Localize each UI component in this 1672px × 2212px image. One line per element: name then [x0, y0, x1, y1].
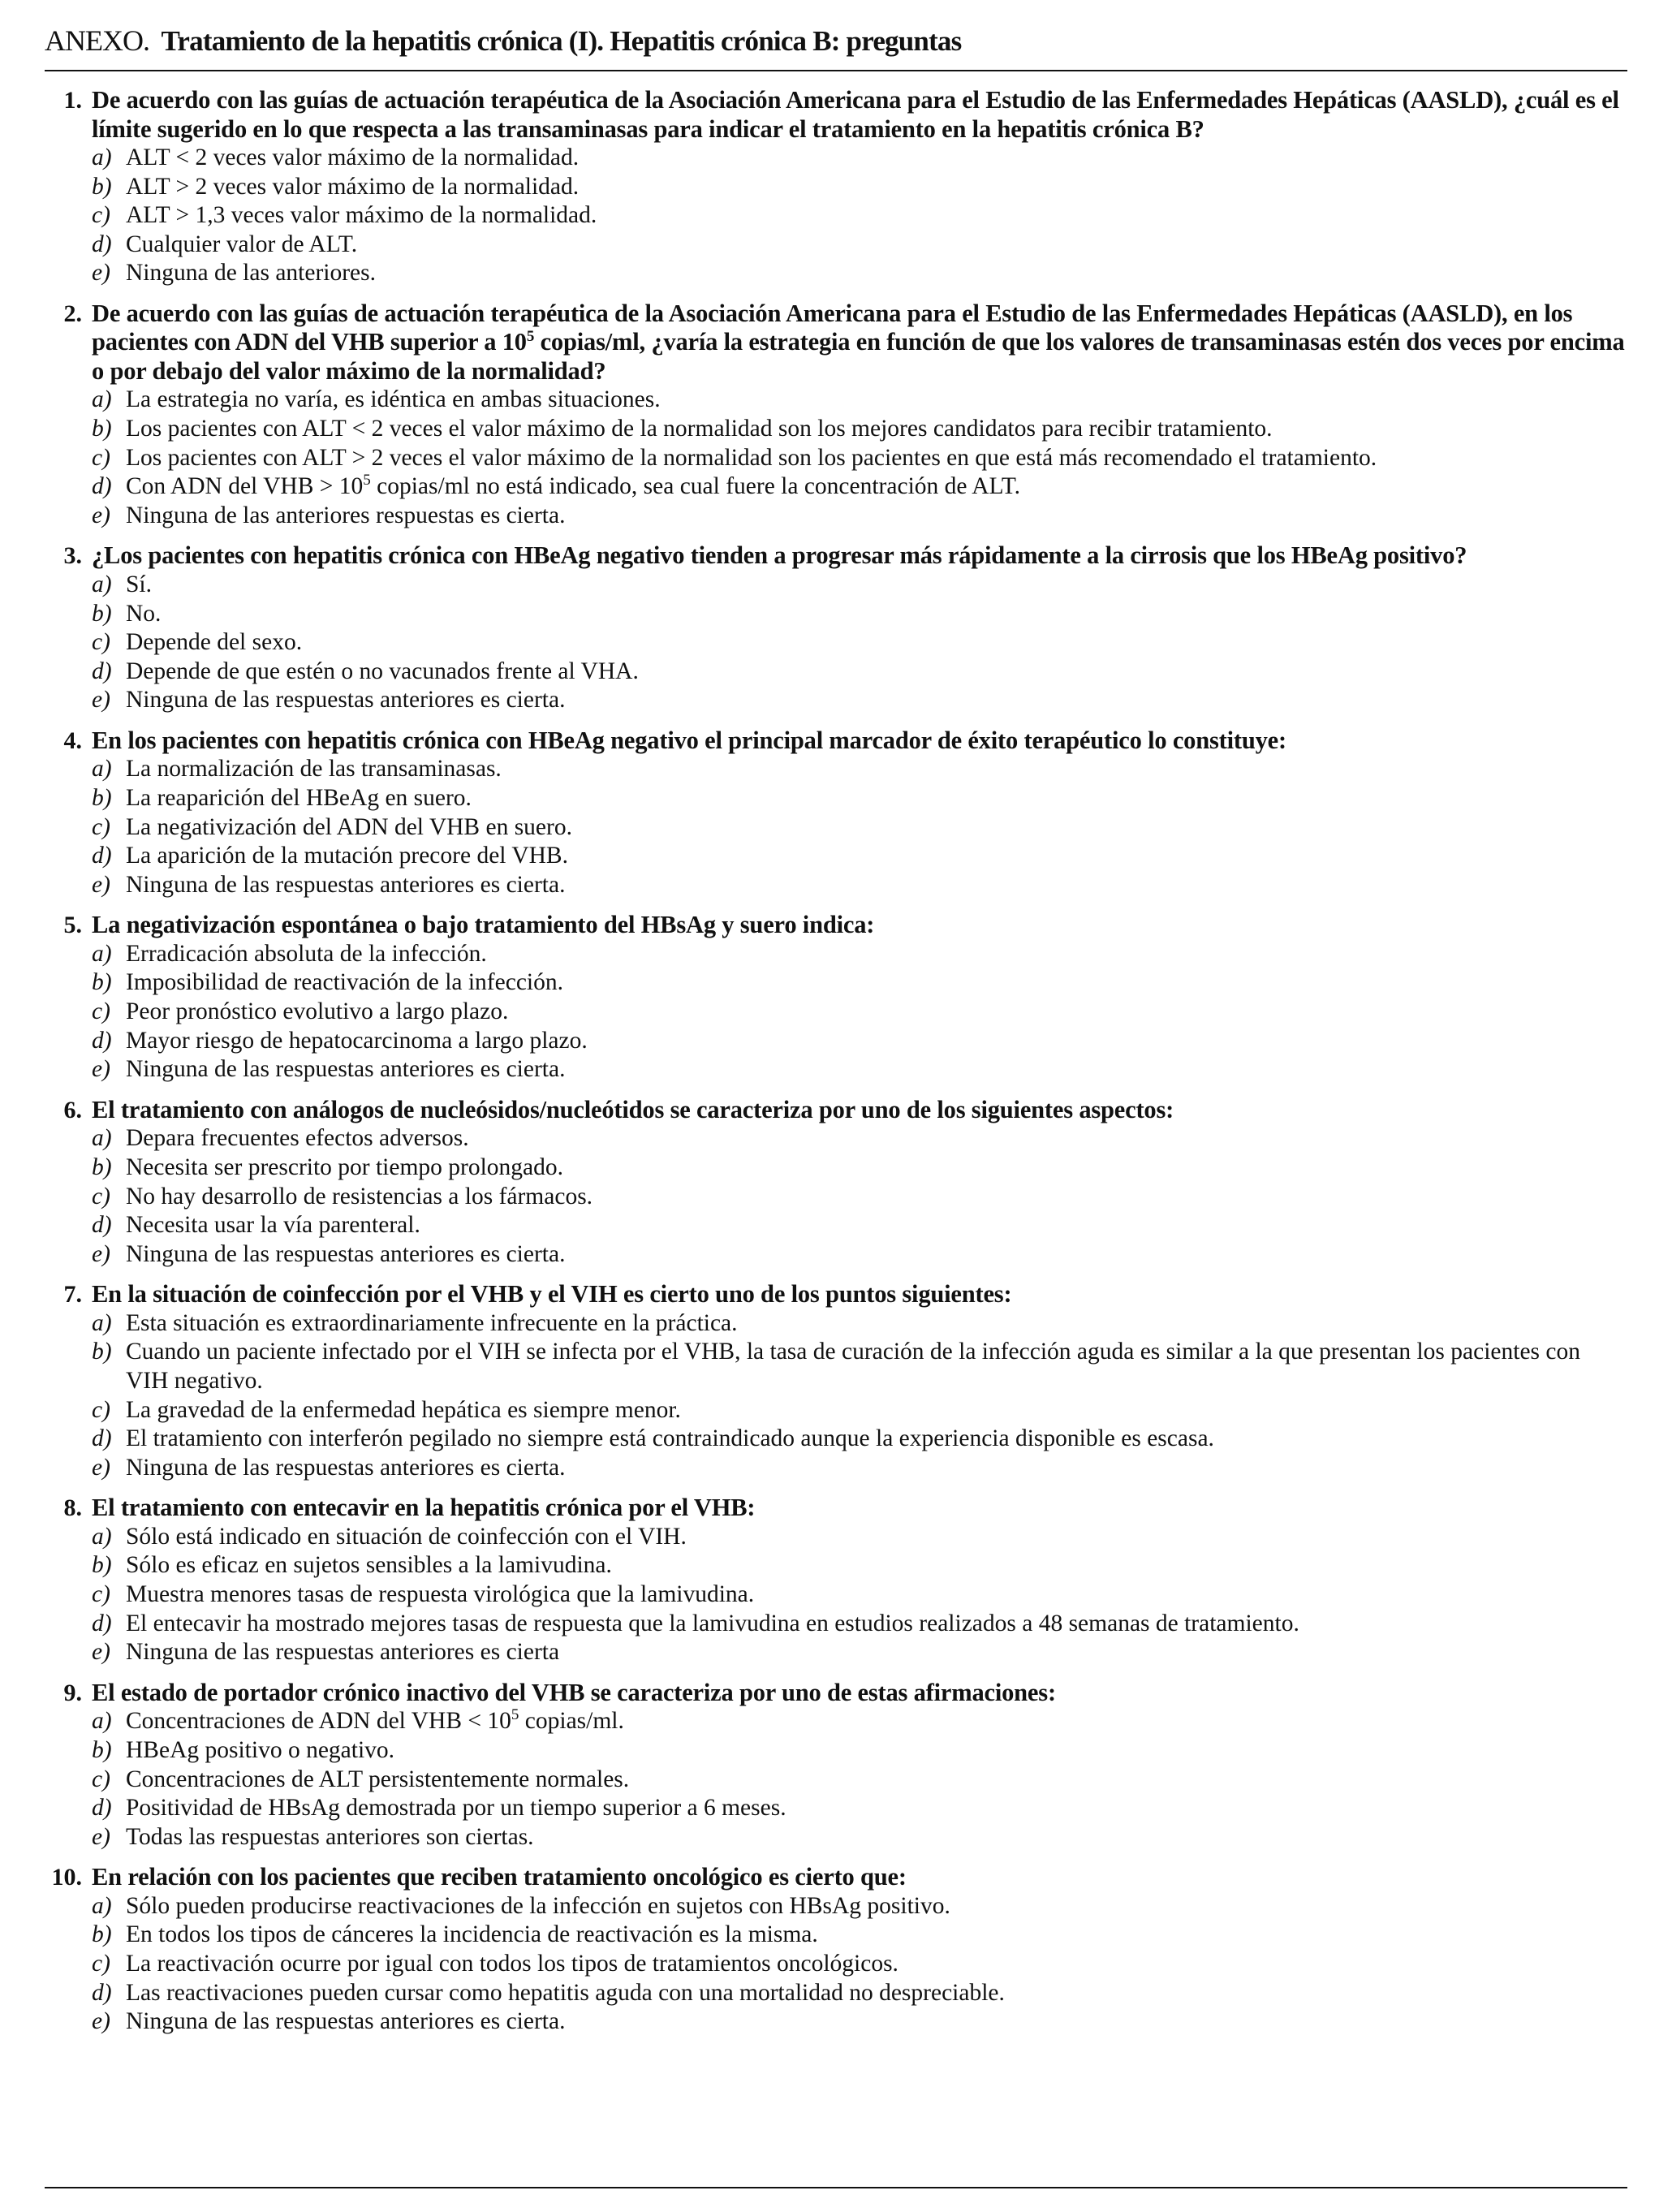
- question-9: [45, 1679, 1627, 1852]
- answer-option-b: [92, 1153, 1627, 1183]
- question-text: De acuerdo con las guías de actuación terapéutica de la Asociación Americana para el Estudio de las Enfermedades Hepáticas (AASLD), ¿cuál es el límite sugerido en lo que respecta a las transaminasas para indicar el tratamiento en la hepatitis crónica B?: [92, 86, 1619, 143]
- answer-option-e: [92, 1055, 1627, 1084]
- answer-options: [92, 940, 1627, 1084]
- answer-option-b: [92, 1551, 1627, 1580]
- option-letter: b): [92, 600, 112, 627]
- option-text: La reactivación ocurre por igual con todos los tipos de tratamientos oncológicos.: [126, 1951, 898, 1977]
- option-text: Ninguna de las respuestas anteriores es cierta.: [126, 687, 566, 714]
- option-text: Mayor riesgo de hepatocarcinoma a largo plazo.: [126, 1027, 588, 1054]
- option-letter: d): [92, 1610, 112, 1636]
- answer-option-b: [92, 784, 1627, 813]
- answer-option-b: [92, 968, 1627, 998]
- question-3: [45, 541, 1627, 714]
- question-5: [45, 911, 1627, 1084]
- question-6: [45, 1096, 1627, 1269]
- option-text: Depara frecuentes efectos adversos.: [126, 1125, 469, 1152]
- answer-option-a: [92, 1707, 1627, 1736]
- option-letter: a): [92, 1309, 112, 1336]
- question-number: 4.: [63, 727, 82, 754]
- answer-option-e: [92, 2007, 1627, 2037]
- question-number: 1.: [63, 87, 82, 114]
- answer-option-c: [92, 1396, 1627, 1425]
- option-letter: d): [92, 1425, 112, 1452]
- question-8: [45, 1494, 1627, 1667]
- answer-option-e: [92, 1823, 1627, 1852]
- answer-option-a: [92, 386, 1627, 415]
- answer-option-a: [92, 1523, 1627, 1552]
- answer-option-e: [92, 502, 1627, 531]
- option-letter: b): [92, 1339, 112, 1365]
- option-text: Concentraciones de ALT persistentemente normales.: [126, 1766, 630, 1792]
- answer-option-d: [92, 658, 1627, 687]
- answer-options: [92, 1707, 1627, 1852]
- option-letter: e): [92, 1639, 110, 1666]
- option-text-part: copias/ml.: [519, 1708, 624, 1735]
- option-text: Cualquier valor de ALT.: [126, 231, 358, 257]
- answer-option-c: [92, 998, 1627, 1027]
- option-letter: d): [92, 473, 112, 500]
- option-text-part: Con ADN del VHB > 10: [126, 473, 364, 500]
- question-number: 3.: [63, 542, 82, 570]
- option-letter: e): [92, 871, 110, 898]
- option-letter: e): [92, 1240, 110, 1267]
- option-text: Necesita usar la vía parenteral.: [126, 1212, 420, 1239]
- question-text: ¿Los pacientes con hepatitis crónica con HBeAg negativo tienden a progresar más rápidamente a la cirrosis que los HBeAg positivo?: [92, 541, 1467, 570]
- answer-option-a: [92, 755, 1627, 784]
- option-letter: b): [92, 1153, 112, 1180]
- option-text: ALT > 2 veces valor máximo de la normalidad.: [126, 173, 580, 200]
- option-text: Ninguna de las respuestas anteriores es cierta.: [126, 871, 566, 898]
- option-text: La gravedad de la enfermedad hepática es siempre menor.: [126, 1396, 681, 1423]
- answer-option-b: [92, 1338, 1627, 1395]
- option-text: Ninguna de las respuestas anteriores es cierta: [126, 1639, 560, 1666]
- option-letter: c): [92, 1581, 110, 1608]
- option-text: Ninguna de las anteriores respuestas es cierta.: [126, 502, 566, 528]
- question-number: 6.: [63, 1096, 82, 1123]
- question-number: 5.: [63, 912, 82, 939]
- answer-option-e: [92, 1638, 1627, 1667]
- answer-options: [92, 1892, 1627, 2037]
- option-text-part: Concentraciones de ADN del VHB < 10: [126, 1708, 511, 1735]
- option-text: ALT < 2 veces valor máximo de la normalidad.: [126, 144, 580, 170]
- option-letter: b): [92, 969, 112, 996]
- option-text: Positividad de HBsAg demostrada por un tiempo superior a 6 meses.: [126, 1795, 786, 1822]
- answer-option-b: [92, 1921, 1627, 1950]
- answer-option-b: [92, 600, 1627, 629]
- answer-option-b: [92, 415, 1627, 444]
- answer-options: [92, 571, 1627, 715]
- option-text: Sólo es eficaz en sujetos sensibles a la lamivudina.: [126, 1552, 612, 1579]
- question-10: [45, 1863, 1627, 2036]
- option-text: Las reactivaciones pueden cursar como hepatitis aguda con una mortalidad no despreciable.: [126, 1979, 1005, 2006]
- option-letter: a): [92, 1523, 112, 1550]
- question-number: 8.: [63, 1494, 82, 1522]
- option-text: La negativización del ADN del VHB en suero.: [126, 813, 572, 840]
- option-text: Muestra menores tasas de respuesta virológica que la lamivudina.: [126, 1581, 755, 1608]
- answer-option-c: [92, 1766, 1627, 1795]
- option-letter: e): [92, 1454, 110, 1481]
- question-text: El estado de portador crónico inactivo del VHB se caracteriza por uno de estas afirmaciones:: [92, 1678, 1056, 1706]
- answer-option-b: [92, 1736, 1627, 1766]
- option-text: La normalización de las transaminasas.: [126, 756, 502, 783]
- superscript: 5: [363, 472, 371, 489]
- question-text: En la situación de coinfección por el VHB y el VIH es cierto uno de los puntos siguientes:: [92, 1280, 1012, 1309]
- answer-option-c: [92, 1580, 1627, 1610]
- answer-option-d: [92, 1425, 1627, 1454]
- option-letter: c): [92, 1951, 110, 1977]
- question-text-part: copias/ml, ¿varía la estrategia en función de que los valores de transaminasas estén dos veces por encima o por debajo del valor máximo de la normalidad?: [92, 328, 1625, 385]
- question-number: 7.: [63, 1281, 82, 1309]
- answer-option-a: [92, 1124, 1627, 1153]
- answer-option-a: [92, 571, 1627, 600]
- option-text: Esta situación es extraordinariamente infrecuente en la práctica.: [126, 1309, 738, 1336]
- option-text: Ninguna de las respuestas anteriores es cierta.: [126, 1056, 566, 1083]
- option-letter: c): [92, 1766, 110, 1792]
- option-letter: b): [92, 1552, 112, 1579]
- option-letter: a): [92, 1125, 112, 1152]
- answer-option-e: [92, 871, 1627, 900]
- option-text: Depende del sexo.: [126, 629, 303, 656]
- answer-options: [92, 755, 1627, 899]
- option-letter: c): [92, 202, 110, 229]
- option-text: Ninguna de las respuestas anteriores es cierta.: [126, 2008, 566, 2035]
- option-text: Ninguna de las anteriores.: [126, 260, 377, 287]
- answer-option-d: [92, 472, 1627, 502]
- option-letter: a): [92, 144, 112, 170]
- answer-option-e: [92, 1240, 1627, 1270]
- answer-option-d: [92, 1794, 1627, 1823]
- answer-options: [92, 1523, 1627, 1667]
- option-letter: b): [92, 785, 112, 811]
- answer-option-d: [92, 231, 1627, 260]
- question-text: En relación con los pacientes que reciben tratamiento oncológico es cierto que:: [92, 1863, 907, 1891]
- question-text: El tratamiento con análogos de nucleósidos/nucleótidos se caracteriza por uno de los siguientes aspectos:: [92, 1095, 1174, 1123]
- option-text: Sólo pueden producirse reactivaciones de la infección en sujetos con HBsAg positivo.: [126, 1892, 950, 1919]
- answer-option-a: [92, 1892, 1627, 1921]
- option-letter: e): [92, 2008, 110, 2035]
- option-text: Los pacientes con ALT < 2 veces el valor máximo de la normalidad son los mejores candidatos para recibir tratamiento.: [126, 416, 1273, 442]
- option-letter: b): [92, 173, 112, 200]
- option-letter: e): [92, 1056, 110, 1083]
- option-letter: b): [92, 416, 112, 442]
- option-letter: d): [92, 843, 112, 869]
- bottom-rule: [45, 2187, 1627, 2188]
- option-letter: c): [92, 813, 110, 840]
- option-letter: a): [92, 1892, 112, 1919]
- option-text: ALT > 1,3 veces valor máximo de la normalidad.: [126, 202, 597, 229]
- option-letter: b): [92, 1921, 112, 1948]
- option-letter: d): [92, 1027, 112, 1054]
- question-number: 10.: [51, 1864, 82, 1891]
- option-letter: a): [92, 571, 112, 597]
- superscript: 5: [511, 1706, 519, 1724]
- answer-option-c: [92, 201, 1627, 231]
- option-text: Peor pronóstico evolutivo a largo plazo.: [126, 998, 509, 1025]
- option-letter: e): [92, 687, 110, 714]
- question-number: 2.: [63, 300, 82, 327]
- option-letter: a): [92, 940, 112, 967]
- answer-option-c: [92, 444, 1627, 473]
- top-rule: [45, 70, 1627, 71]
- option-letter: c): [92, 444, 110, 471]
- question-number: 9.: [63, 1679, 82, 1706]
- question-list: [45, 86, 1627, 2037]
- superscript: 5: [526, 328, 535, 346]
- question-text: El tratamiento con entecavir en la hepatitis crónica por el VHB:: [92, 1494, 756, 1522]
- answer-options: [92, 1309, 1627, 1483]
- answer-option-d: [92, 1979, 1627, 2008]
- answer-options: [92, 386, 1627, 530]
- question-text: [92, 300, 1627, 386]
- answer-option-d: [92, 1211, 1627, 1240]
- option-text: El tratamiento con interferón pegilado no siempre está contraindicado aunque la experiencia disponible es escasa.: [126, 1425, 1214, 1452]
- answer-option-e: [92, 1454, 1627, 1483]
- option-letter: a): [92, 1708, 112, 1735]
- option-text: Sí.: [126, 571, 152, 597]
- option-letter: c): [92, 629, 110, 656]
- option-letter: e): [92, 1823, 110, 1850]
- option-text: Ninguna de las respuestas anteriores es cierta.: [126, 1454, 566, 1481]
- question-text: En los pacientes con hepatitis crónica con HBeAg negativo el principal marcador de éxito terapéutico lo constituye:: [92, 726, 1286, 754]
- option-letter: a): [92, 386, 112, 413]
- option-text: Erradicación absoluta de la infección.: [126, 940, 487, 967]
- answer-option-b: [92, 173, 1627, 202]
- option-letter: a): [92, 756, 112, 783]
- answer-option-a: [92, 1309, 1627, 1339]
- option-letter: c): [92, 1183, 110, 1209]
- question-text: La negativización espontánea o bajo tratamiento del HBsAg y suero indica:: [92, 911, 875, 939]
- answer-option-d: [92, 1610, 1627, 1639]
- option-text: No hay desarrollo de resistencias a los fármacos.: [126, 1183, 593, 1209]
- option-text: HBeAg positivo o negativo.: [126, 1736, 395, 1763]
- option-letter: b): [92, 1736, 112, 1763]
- option-text: La estrategia no varía, es idéntica en ambas situaciones.: [126, 386, 661, 413]
- option-letter: e): [92, 260, 110, 287]
- option-text: Depende de que estén o no vacunados frente al VHA.: [126, 658, 639, 684]
- option-text: El entecavir ha mostrado mejores tasas de respuesta que la lamivudina en estudios realizados a 48 semanas de tratamiento.: [126, 1610, 1299, 1636]
- option-text: Todas las respuestas anteriores son ciertas.: [126, 1823, 534, 1850]
- answer-option-c: [92, 813, 1627, 843]
- option-text: No.: [126, 600, 162, 627]
- annex-header: [45, 18, 1627, 63]
- answer-option-a: [92, 144, 1627, 173]
- option-text: Ninguna de las respuestas anteriores es cierta.: [126, 1240, 566, 1267]
- option-letter: d): [92, 1979, 112, 2006]
- answer-options: [92, 144, 1627, 288]
- annex-label: ANEXO.: [45, 24, 149, 57]
- answer-options: [92, 1124, 1627, 1269]
- option-text: La aparición de la mutación precore del VHB.: [126, 843, 568, 869]
- option-letter: e): [92, 502, 110, 528]
- answer-option-e: [92, 686, 1627, 715]
- annex-title: Tratamiento de la hepatitis crónica (I). Hepatitis crónica B: preguntas: [161, 25, 962, 57]
- option-text: En todos los tipos de cánceres la incidencia de reactivación es la misma.: [126, 1921, 818, 1948]
- question-text-part: De acuerdo con las guías de actuación terapéutica de la Asociación Americana para el Estudio de las Enfermedades Hepáticas (AASLD), en los pacientes con ADN del VHB superior a 10: [92, 299, 1573, 356]
- option-text: Necesita ser prescrito por tiempo prolongado.: [126, 1153, 564, 1180]
- answer-option-e: [92, 259, 1627, 288]
- option-text-part: copias/ml no está indicado, sea cual fuere la concentración de ALT.: [370, 473, 1021, 500]
- answer-option-c: [92, 1950, 1627, 1979]
- option-text: La reaparición del HBeAg en suero.: [126, 785, 472, 811]
- option-text: Imposibilidad de reactivación de la infección.: [126, 969, 563, 996]
- option-letter: d): [92, 658, 112, 684]
- question-2: [45, 300, 1627, 530]
- answer-option-c: [92, 628, 1627, 658]
- option-letter: c): [92, 998, 110, 1025]
- option-text: Cuando un paciente infectado por el VIH se infecta por el VHB, la tasa de curación de la infección aguda es similar a la que presentan los pacientes con VIH negativo.: [126, 1339, 1580, 1394]
- answer-option-d: [92, 842, 1627, 871]
- option-letter: d): [92, 231, 112, 257]
- option-letter: d): [92, 1212, 112, 1239]
- question-7: [45, 1280, 1627, 1482]
- option-text: Sólo está indicado en situación de coinfección con el VIH.: [126, 1523, 687, 1550]
- answer-option-a: [92, 940, 1627, 969]
- answer-option-d: [92, 1027, 1627, 1056]
- question-1: [45, 86, 1627, 288]
- answer-option-c: [92, 1183, 1627, 1212]
- option-letter: d): [92, 1795, 112, 1822]
- option-letter: c): [92, 1396, 110, 1423]
- option-text: Los pacientes con ALT > 2 veces el valor máximo de la normalidad son los pacientes en que está más recomendado el tratamiento.: [126, 444, 1377, 471]
- question-4: [45, 727, 1627, 899]
